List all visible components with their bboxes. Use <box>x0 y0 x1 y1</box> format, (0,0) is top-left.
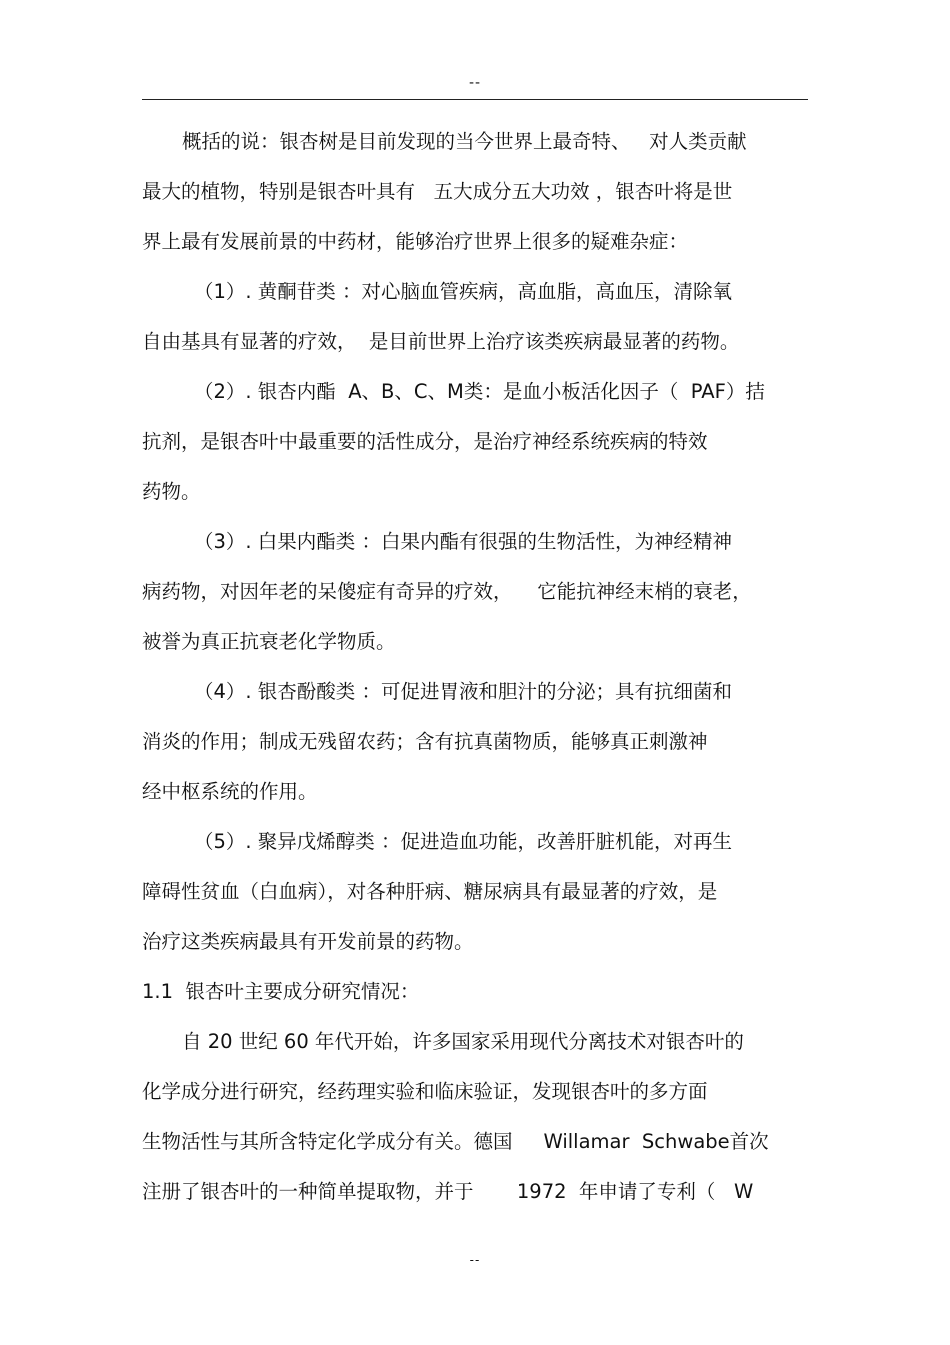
paragraph-line: 经中枢系统的作用。 <box>142 780 318 803</box>
paragraph-line: 自由基具有显著的疗效， 是目前世界上治疗该类疾病最显著的药物。 <box>142 330 740 353</box>
paragraph-line: 概括的说：银杏树是目前发现的当今世界上最奇特、 对人类贡献 <box>182 130 747 153</box>
list-item-line: （3）. 白果内酯类 ：白果内酯有很强的生物活性，为神经精神 <box>194 530 733 553</box>
paragraph-line: 化学成分进行研究，经药理实验和临床验证，发现银杏叶的多方面 <box>142 1080 708 1103</box>
paragraph-line: 药物。 <box>142 480 201 503</box>
paragraph-line: 注册了银杏叶的一种简单提取物，并于 1972 年申请了专利（ W <box>142 1180 754 1203</box>
paragraph-line: 消炎的作用；制成无残留农药；含有抗真菌物质，能够真正刺激神 <box>142 730 708 753</box>
paragraph-line: 界上最有发展前景的中药材，能够治疗世界上很多的疑难杂症： <box>142 230 689 253</box>
paragraph-line: 障碍性贫血（白血病），对各种肝病、糖尿病具有最显著的疗效，是 <box>142 880 718 903</box>
paragraph-line: 治疗这类疾病最具有开发前景的药物。 <box>142 930 474 953</box>
paragraph-line: 抗剂，是银杏叶中最重要的活性成分，是治疗神经系统疾病的特效 <box>142 430 708 453</box>
paragraph-line: 被誉为真正抗衰老化学物质。 <box>142 630 396 653</box>
list-item-line: （2）. 银杏内酯 A、B、C、M类：是血小板活化因子（ PAF）拮 <box>194 380 765 403</box>
paragraph-line: 自 20 世纪 60 年代开始，许多国家采用现代分离技术对银杏叶的 <box>182 1030 744 1053</box>
header-divider <box>142 99 808 100</box>
section-heading: 1.1 银杏叶主要成分研究情况： <box>142 980 420 1003</box>
page-header-mark: -- <box>468 75 482 91</box>
paragraph-line: 最大的植物，特别是银杏叶具有 五大成分五大功效 ，银杏叶将是世 <box>142 180 733 203</box>
list-item-line: （5）. 聚异戊烯醇类 ：促进造血功能，改善肝脏机能，对再生 <box>194 830 733 853</box>
list-item-line: （4）. 银杏酚酸类 ：可促进胃液和胆汁的分泌；具有抗细菌和 <box>194 680 733 703</box>
list-item-line: （1）. 黄酮苷类 ：对心脑血管疾病，高血脂，高血压，清除氧 <box>194 280 733 303</box>
paragraph-line: 生物活性与其所含特定化学成分有关。德国 Willamar Schwabe首次 <box>142 1130 769 1153</box>
paragraph-line: 病药物，对因年老的呆傻症有奇异的疗效， 它能抗神经末梢的衰老， <box>142 580 752 603</box>
page-footer-mark: -- <box>469 1253 481 1267</box>
